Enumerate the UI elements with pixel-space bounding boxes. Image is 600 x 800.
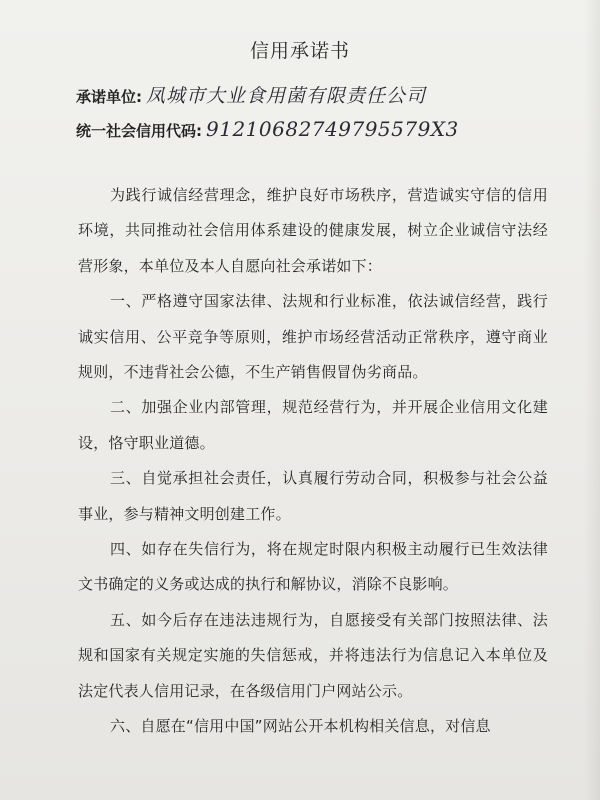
paragraph-3: 三、自觉承担社会责任，认真履行劳动合同，积极参与社会公益事业，参与精神文明创建工作。 [78, 469, 548, 523]
unit-label: 承诺单位: [76, 88, 142, 106]
paragraph-2: 二、加强企业内部管理，规范经营行为，并开展企业信用文化建设，恪守职业道德。 [78, 398, 548, 452]
paragraph-6: 六、自愿在“信用中国”网站公开本机构相关信息，对信息 [110, 717, 491, 736]
document-title: 信用承诺书 [249, 40, 350, 62]
paragraph-4: 四、如存在失信行为，将在规定时限内积极主动履行已生效法律文书确定的义务或达成的执行和解协议，消除不良影响。 [78, 540, 548, 594]
paragraph-5: 五、如今后存在违法违规行为，自愿接受有关部门按照法律、法规和国家有关规定实施的失信惩戒，并将违法行为信息记入本单位及法定代表人信用记录，在各级信用门户网站公示。 [78, 610, 548, 700]
credit-code-label: 统一社会信用代码: [76, 122, 202, 140]
page-edge-shadow [584, 0, 600, 800]
unit-field [76, 81, 426, 108]
document-body [78, 178, 548, 745]
paragraph-intro: 为践行诚信经营理念，维护良好市场秩序，营造诚实守信的信用环境，共同推动社会信用体系建设的健康发展，树立企业诚信守法经营形象，本单位及本人自愿向社会承诺如下： [78, 186, 548, 275]
credit-code-handwritten-value: 91210682749795579X3 [206, 117, 459, 141]
credit-code-field [76, 117, 459, 141]
unit-handwritten-value: 凤城市大业食用菌有限责任公司 [146, 85, 427, 107]
paragraph-1: 一、严格遵守国家法律、法规和行业标准，依法诚信经营，践行诚实信用、公平竞争等原则，维护市场经营活动正常秩序，遵守商业规则，不违背社会公德，不生产销售假冒伪劣商品。 [78, 292, 548, 382]
